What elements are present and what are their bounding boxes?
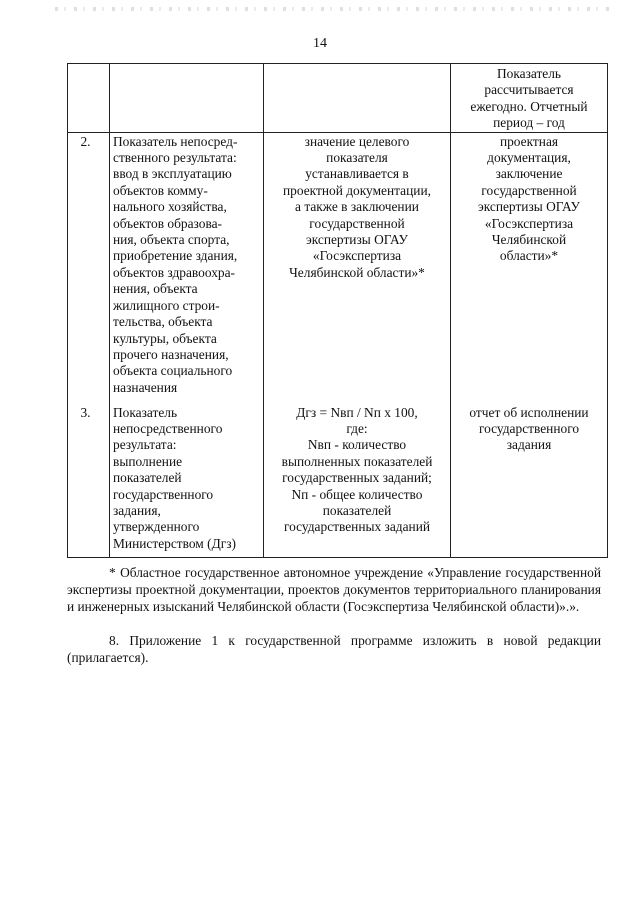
cell-line: отчет об исполнении xyxy=(469,404,589,420)
cell-line: рассчитывается xyxy=(484,82,574,98)
cell-line: «Госэкспертиза xyxy=(484,215,574,231)
cell-line: области»* xyxy=(499,248,559,264)
cell-line: проектной документации, xyxy=(283,182,431,198)
cell-line: Челябинской области»* xyxy=(289,264,425,280)
cell-line: ввод в эксплуатацию xyxy=(113,166,232,182)
item-8-paragraph: 8. Приложение 1 к государственной программе изложить в новой редакции (прилагается). xyxy=(67,633,601,666)
cell-line: объектов образова- xyxy=(113,215,223,231)
cell-line: государственных заданий xyxy=(283,519,431,535)
cell-line: Министерством (Дгз) xyxy=(113,535,236,551)
cell-line: культуры, объекта xyxy=(113,330,217,346)
cell-line: выполнение xyxy=(113,453,183,469)
indicators-table xyxy=(67,63,608,558)
cell-line: объектов комму- xyxy=(113,182,208,198)
cell-line: где: xyxy=(346,421,368,437)
cell-line: значение целевого xyxy=(304,133,410,149)
cell-line: Показатель xyxy=(496,66,562,81)
cell-line: Челябинской xyxy=(491,232,567,248)
cell-source xyxy=(451,64,608,133)
cell-line: государственного xyxy=(478,421,580,437)
cell-line: объекта социального xyxy=(113,363,233,379)
cell-line: объектов здравоохра- xyxy=(113,264,235,280)
cell-line: выполненных показателей xyxy=(281,453,433,469)
cell-line: нального хозяйства, xyxy=(113,199,227,215)
cell-source xyxy=(451,404,608,558)
cell-line: приобретение здания, xyxy=(113,248,238,264)
table-row xyxy=(68,64,608,133)
cell-line: назначения xyxy=(113,379,178,395)
cell-line: Дгз = Nвп / Nп x 100, xyxy=(296,404,418,420)
cell-line: экспертизы ОГАУ xyxy=(305,232,409,248)
cell-line: государственной xyxy=(309,215,405,231)
cell-line: ежегодно. Отчетный xyxy=(470,98,588,114)
page-number: 14 xyxy=(313,36,327,51)
cell-line: прочего назначения, xyxy=(113,346,229,362)
cell-line: «Госэкспертиза xyxy=(312,248,402,264)
cell-line: ственного результата: xyxy=(113,150,237,166)
cell-line: Показатель непосред- xyxy=(113,133,238,149)
cell-line: Nп - общее количество xyxy=(291,486,423,502)
cell-source xyxy=(451,132,608,404)
cell-line: тельства, объекта xyxy=(113,314,213,330)
cell-line: показателей xyxy=(322,503,392,519)
cell-method xyxy=(264,132,451,404)
cell-number: 3. xyxy=(68,404,110,558)
cell-line: жилищного строи- xyxy=(113,297,220,313)
footnote: * Областное государственное автономное учреждение «Управление государственной экспертизы проектной документации, проектов документов территориального планирования и инженерных изысканий Челябинской области (Госэкспертиза Челябинской области)».». xyxy=(67,565,601,615)
cell-line: Показатель xyxy=(113,404,178,420)
cell-line: заключение xyxy=(495,166,563,182)
cell-number: 2. xyxy=(68,132,110,404)
cell-line: государственного xyxy=(113,486,214,502)
cell-line: показателей xyxy=(113,470,182,486)
cell-line: утвержденного xyxy=(113,519,200,535)
cell-line: задания, xyxy=(113,503,161,519)
cell-line: проектная xyxy=(499,133,559,149)
scan-artifact xyxy=(55,7,615,11)
cell-indicator xyxy=(110,64,264,133)
cell-line: экспертизы ОГАУ xyxy=(477,199,581,215)
cell-indicator xyxy=(110,404,264,558)
cell-line: государственной xyxy=(481,182,577,198)
cell-indicator xyxy=(110,132,264,404)
cell-line: показателя xyxy=(326,150,388,166)
cell-line: государственных заданий; xyxy=(282,470,432,486)
cell-line: нения, объекта xyxy=(113,281,198,297)
cell-line: задания xyxy=(506,437,552,453)
cell-line: ния, объекта спорта, xyxy=(113,232,230,248)
cell-line: период – год xyxy=(493,115,565,131)
cell-line: а также в заключении xyxy=(295,199,419,215)
cell-method xyxy=(264,64,451,133)
table-row xyxy=(68,132,608,404)
cell-line: непосредственного xyxy=(113,421,223,437)
cell-line: устанавливается в xyxy=(305,166,409,182)
cell-method xyxy=(264,404,451,558)
table-row xyxy=(68,404,608,558)
cell-line: документация, xyxy=(487,150,571,166)
cell-line: результата: xyxy=(113,437,177,453)
cell-line: Nвп - количество xyxy=(307,437,407,453)
cell-number xyxy=(68,64,110,133)
